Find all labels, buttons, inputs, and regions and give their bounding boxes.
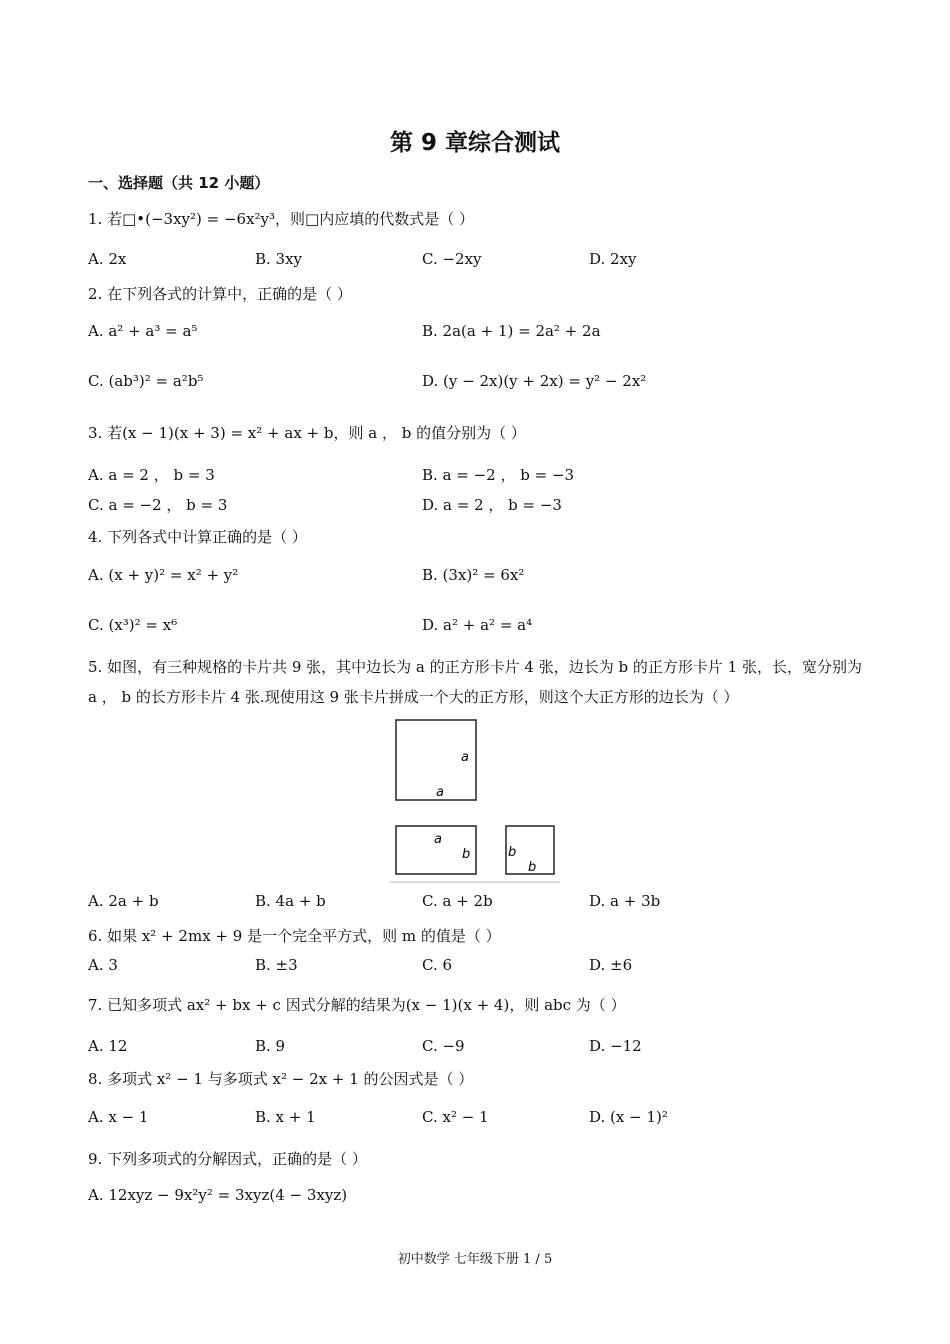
q8-option-b: B. x + 1 <box>255 1108 316 1126</box>
q8-option-a: A. x − 1 <box>88 1108 149 1126</box>
question-1-stem: 1. 若□•(−3xy²) = −6x²y³，则□内应填的代数式是（ ） <box>88 210 474 228</box>
q5-option-b: B. 4a + b <box>255 892 326 910</box>
section-heading: 一、选择题（共 12 小题） <box>88 174 270 192</box>
question-9-stem: 9. 下列多项式的分解因式，正确的是（ ） <box>88 1150 367 1168</box>
q4-option-a: A. (x + y)² = x² + y² <box>88 566 239 584</box>
page-title: 第 9 章综合测试 <box>389 130 561 156</box>
q7-option-c: C. −9 <box>422 1037 465 1055</box>
q3-option-c: C. a = −2 ， b = 3 <box>88 496 228 514</box>
q2-option-a: A. a² + a³ = a⁵ <box>88 322 198 340</box>
q1-option-d: D. 2xy <box>589 250 637 268</box>
q1-option-b: B. 3xy <box>255 250 303 268</box>
card-figure <box>390 716 560 888</box>
q2-option-d: D. (y − 2x)(y + 2x) = y² − 2x² <box>422 372 647 390</box>
q5-option-d: D. a + 3b <box>589 892 661 910</box>
rectangle-short-label: b <box>462 847 471 862</box>
q4-option-c: C. (x³)² = x⁶ <box>88 616 178 634</box>
q6-option-b: B. ±3 <box>255 956 298 974</box>
q6-option-d: D. ±6 <box>589 956 633 974</box>
q4-option-b: B. (3x)² = 6x² <box>422 566 525 584</box>
q5-option-a: A. 2a + b <box>88 892 159 910</box>
rectangle-long-label: a <box>434 832 442 847</box>
q8-option-d: D. (x − 1)² <box>589 1108 668 1126</box>
q8-option-c: C. x² − 1 <box>422 1108 489 1126</box>
question-2-stem: 2. 在下列各式的计算中，正确的是（ ） <box>88 285 352 303</box>
small-square-left-label: b <box>508 845 517 860</box>
big-square-side-label: a <box>461 750 469 765</box>
q3-option-b: B. a = −2 ， b = −3 <box>422 466 575 484</box>
q4-option-d: D. a² + a² = a⁴ <box>422 616 533 634</box>
question-4-stem: 4. 下列各式中计算正确的是（ ） <box>88 528 307 546</box>
q6-option-a: A. 3 <box>88 956 118 974</box>
q1-option-c: C. −2xy <box>422 250 482 268</box>
q2-option-c: C. (ab³)² = a²b⁵ <box>88 372 204 390</box>
q6-option-c: C. 6 <box>422 956 453 974</box>
q7-option-b: B. 9 <box>255 1037 286 1055</box>
q9-option-a: A. 12xyz − 9x²y² = 3xyz(4 − 3xyz) <box>88 1186 348 1204</box>
big-square-bottom-label: a <box>436 785 444 800</box>
q2-option-b: B. 2a(a + 1) = 2a² + 2a <box>422 322 601 340</box>
question-8-stem: 8. 多项式 x² − 1 与多项式 x² − 2x + 1 的公因式是（ ） <box>88 1070 474 1088</box>
q3-option-a: A. a = 2 ， b = 3 <box>88 466 215 484</box>
q5-option-c: C. a + 2b <box>422 892 493 910</box>
question-7-stem: 7. 已知多项式 ax² + bx + c 因式分解的结果为(x − 1)(x + 4)，则 abc 为（ ） <box>88 996 626 1014</box>
question-6-stem: 6. 如果 x² + 2mx + 9 是一个完全平方式，则 m 的值是（ ） <box>88 927 501 945</box>
question-3-stem: 3. 若(x − 1)(x + 3) = x² + ax + b，则 a ， b 的值分别为（ ） <box>88 424 526 442</box>
q3-option-d: D. a = 2 ， b = −3 <box>422 496 562 514</box>
small-square-bottom-label: b <box>528 860 537 875</box>
page-footer: 初中数学 七年级下册 1 / 5 <box>397 1252 553 1267</box>
q7-option-a: A. 12 <box>88 1037 128 1055</box>
q7-option-d: D. −12 <box>589 1037 642 1055</box>
q1-option-a: A. 2x <box>88 250 127 268</box>
question-5-stem: 5. 如图，有三种规格的卡片共 9 张，其中边长为 a 的正方形卡片 4 张，边长为 b 的正方形卡片 1 张，长，宽分别为 a ， b 的长方形卡片 4 张.现使用这 9 张卡片拼成一个大的正方形，则这个大正方形的边长为（ ） <box>88 658 862 706</box>
